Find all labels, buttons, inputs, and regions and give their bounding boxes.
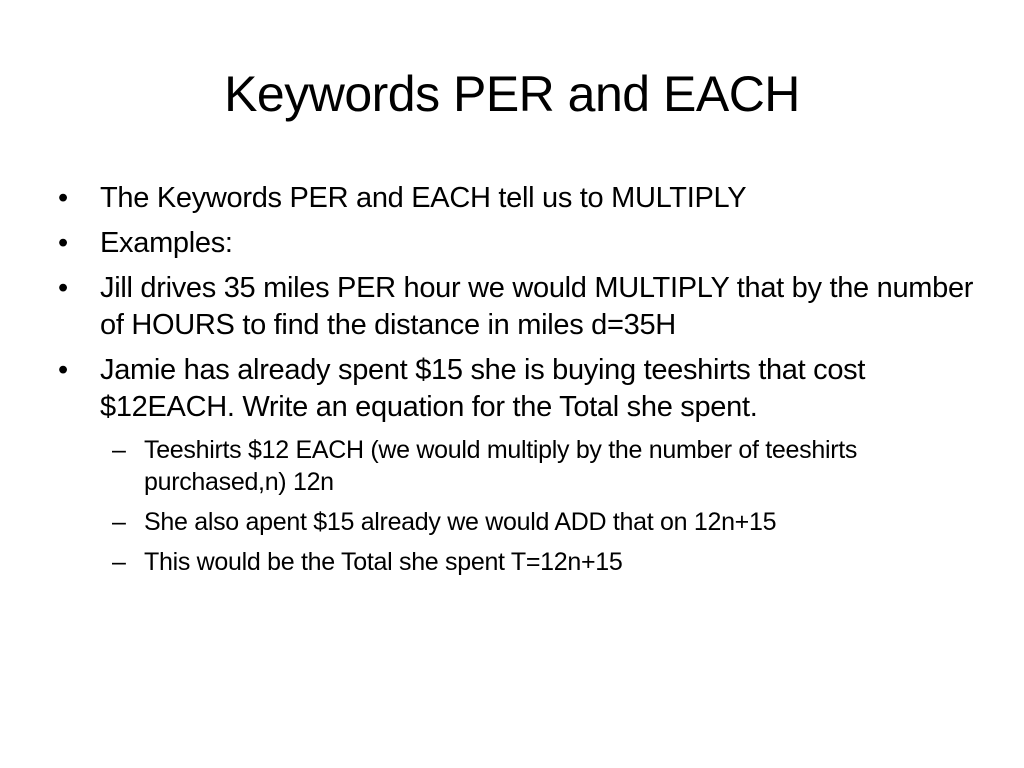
bullet-item [58,225,978,262]
sub-bullet-text: This would be the Total she spent T=12n+15 [144,548,623,576]
dash-icon: – [112,436,126,464]
sub-bullet-item [98,506,978,538]
bullet-item [58,270,978,344]
sub-bullet-item [98,434,978,498]
bullet-text: Examples: [100,227,233,259]
bullet-item [58,180,978,217]
bullet-icon: • [58,272,68,304]
slide-body [58,180,978,586]
sub-bullet-text: She also apent $15 already we would ADD that on 12n+15 [144,508,777,536]
slide-title: Keywords PER and EACH [224,66,800,122]
bullet-text: The Keywords PER and EACH tell us to MULTIPLY [100,182,747,214]
dash-icon: – [112,548,126,576]
bullet-icon: • [58,182,68,214]
bullet-text: Jamie has already spent $15 she is buying teeshirts that cost $12EACH. Write an equation for the Total she spent. [100,354,866,423]
sub-bullet-item [98,546,978,578]
bullet-text: Jill drives 35 miles PER hour we would MULTIPLY that by the number of HOURS to find the distance in miles d=35H [100,272,974,341]
bullet-item [58,352,978,426]
dash-icon: – [112,508,126,536]
sub-bullet-text: Teeshirts $12 EACH (we would multiply by the number of teeshirts purchased,n) 12n [144,436,858,496]
bullet-icon: • [58,227,68,259]
bullet-icon: • [58,354,68,386]
